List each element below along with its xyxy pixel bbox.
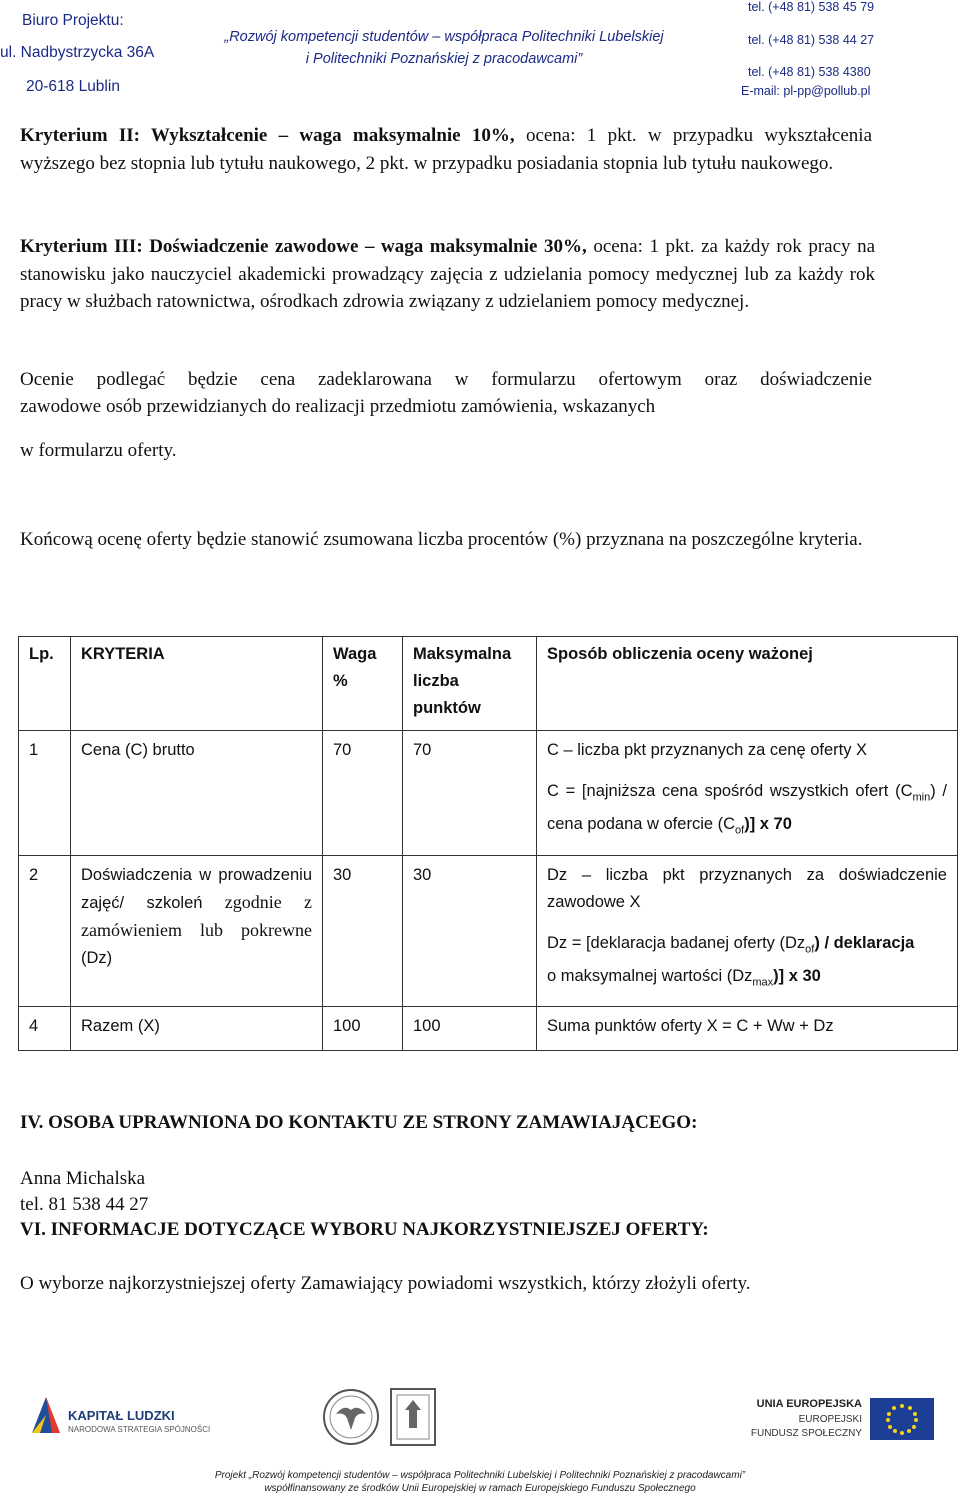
row1-formula-post: )] x 70 xyxy=(744,815,792,834)
office-street: ul. Nadbystrzycka 36A xyxy=(0,44,155,61)
row1-formula-sub1: min xyxy=(912,791,931,804)
table-row xyxy=(19,855,958,1007)
row2-lp: 2 xyxy=(19,855,71,1007)
eu-flag-icon xyxy=(870,1398,934,1440)
phone-2: tel. (+48 81) 538 44 27 xyxy=(748,33,875,47)
table-header-row xyxy=(19,637,958,731)
eu-sub-2: FUNDUSZ SPOŁECZNY xyxy=(750,1428,862,1439)
office-city: 20-618 Lublin xyxy=(26,78,120,95)
criterion-3-label: Kryterium III: Doświadczenie zawodowe – waga maksymalnie 30%, xyxy=(20,236,587,257)
row2-formula-line2-pre: o maksymalnej wartości (Dz xyxy=(547,966,753,985)
row2-formula-pre: Dz = [deklaracja badanej oferty (Dz xyxy=(547,933,806,952)
row1-formula-pre: C = [najniższa cena spośród wszystkich ofert (C xyxy=(547,782,913,800)
phone-1: tel. (+48 81) 538 45 79 xyxy=(748,0,875,14)
project-title-line1: „Rozwój kompetencji studentów – współpraca Politechniki Lubelskiej xyxy=(224,29,664,45)
table-row xyxy=(19,731,958,856)
selection-info: O wyborze najkorzystniejszej oferty Zamawiający powiadomi wszystkich, którzy złożyli oferty. xyxy=(20,1273,751,1294)
kapital-ludzki-logo xyxy=(30,1395,62,1440)
header-kryteria: KRYTERIA xyxy=(71,637,323,731)
header-lp: Lp. xyxy=(19,637,71,731)
criterion-2-label: Kryterium II: Wykształcenie – waga maksymalnie 10%, xyxy=(20,125,515,146)
final-assessment: Końcową ocenę oferty będzie stanowić zsumowana liczba procentów (%) przyznana na poszczególne kryteria. xyxy=(20,529,863,550)
row4-waga: 100 xyxy=(323,1007,403,1051)
row2-name-b: zgodnie z zamówieniem lub pokrewne xyxy=(81,891,312,940)
contact-phone: tel. 81 538 44 27 xyxy=(20,1194,149,1215)
row2-formula-mid: ) / deklaracja xyxy=(814,933,915,952)
row2-name xyxy=(71,855,323,1007)
row2-method xyxy=(537,855,958,1007)
letterhead xyxy=(0,0,960,122)
footer-funding-line: współfinansowany ze środków Unii Europejskiej w ramach Europejskiego Funduszu Społecznego xyxy=(264,1483,696,1494)
row1-desc: C – liczba pkt przyznanych za cenę oferty X xyxy=(547,741,868,759)
row2-formula-post: )] x 30 xyxy=(773,966,821,985)
row1-formula xyxy=(547,778,947,851)
kapital-ludzki-title: KAPITAŁ LUDZKI xyxy=(68,1408,175,1423)
kapital-ludzki-subtitle: NARODOWA STRATEGIA SPÓJNOŚCI xyxy=(68,1425,211,1434)
row2-formula-sub2: max xyxy=(752,976,774,989)
row2-waga: 30 xyxy=(323,855,403,1007)
row2-formula-sub1: of xyxy=(805,942,815,955)
row4-desc: Suma punktów oferty X = C + Ww + Dz xyxy=(537,1007,958,1051)
row2-max: 30 xyxy=(403,855,537,1007)
lublin-university-crest xyxy=(322,1388,380,1451)
eagle-crest-icon xyxy=(322,1388,380,1446)
eu-flag-logo xyxy=(870,1398,934,1445)
project-title-line2: i Politechniki Poznańskiej z pracodawcami” xyxy=(305,51,583,67)
kapital-ludzki-emblem xyxy=(30,1395,62,1435)
assessment-line-1: Ocenie podlegać będzie cena zadeklarowana w formularzu ofertowym oraz doświadczenie xyxy=(20,369,872,390)
row2-desc: Dz – liczba pkt przyznanych za doświadczenie zawodowe X xyxy=(547,865,947,911)
poznan-university-crest xyxy=(388,1386,438,1453)
shield-crest-icon xyxy=(388,1386,438,1448)
row1-waga: 70 xyxy=(323,731,403,856)
row2-formula-line2 xyxy=(547,963,947,1002)
row1-formula-mid: ) / cena podana w ofercie (C xyxy=(547,782,948,834)
row1-lp: 1 xyxy=(19,731,71,856)
row4-lp: 4 xyxy=(29,1017,39,1036)
eu-title: UNIA EUROPEJSKA xyxy=(756,1398,862,1410)
criterion-2-text: ocena: 1 pkt. w przypadku wykształcenia wyższego bez stopnia lub tytułu naukowego, 2 pkt. w przypadku posiadania stopnia lub tytułu naukowego. xyxy=(20,125,873,174)
row2-name-c: (Dz) xyxy=(81,948,113,967)
contact-name: Anna Michalska xyxy=(20,1168,146,1189)
row4-max: 100 xyxy=(403,1007,537,1051)
criteria-table xyxy=(18,636,958,1051)
eu-sub-1: EUROPEJSKI xyxy=(798,1414,862,1425)
row4-name: Razem (X) xyxy=(71,1007,323,1051)
criterion-3 xyxy=(20,233,875,316)
row1-formula-sub2: of xyxy=(735,824,745,837)
phone-3: tel. (+48 81) 538 4380 xyxy=(748,65,871,79)
criterion-2 xyxy=(20,122,872,177)
office-label: Biuro Projektu: xyxy=(22,12,124,29)
header-sposob: Sposób obliczenia oceny ważonej xyxy=(537,637,958,731)
project-title xyxy=(205,26,683,70)
selection-heading: VI. INFORMACJE DOTYCZĄCE WYBORU NAJKORZYSTNIEJSZEJ OFERTY: xyxy=(20,1219,709,1240)
footer-project-line: Projekt „Rozwój kompetencji studentów – współpraca Politechniki Lubelskiej i Politechniki Poznańskiej z pracodawcami” xyxy=(214,1470,746,1481)
row2-name-a: Doświadczenia w prowadzeniu zajęć/ szkoleń xyxy=(81,865,312,912)
header-max: Maksymalna liczba punktów xyxy=(403,637,537,731)
assessment-line-2: zawodowe osób przewidzianych do realizacji przedmiotu zamówienia, wskazanych xyxy=(20,396,656,417)
contact-heading: IV. OSOBA UPRAWNIONA DO KONTAKTU ZE STRONY ZAMAWIAJĄCEGO: xyxy=(20,1112,698,1133)
table-row xyxy=(19,1007,958,1051)
criterion-3-text: ocena: 1 pkt. za każdy rok pracy na stanowisku jako nauczyciel akademicki prowadzący zajęcia z udzielania pomocy medycznej lub za każdy rok pracy w służbach ratownictwa, ośrodkach zdrowia związany z udzielaniem pomocy medycznej. xyxy=(20,236,876,312)
row2-formula xyxy=(547,930,947,963)
row1-method xyxy=(537,731,958,856)
assessment-line-3: w formularzu oferty. xyxy=(20,440,177,461)
row1-name: Cena (C) brutto xyxy=(71,731,323,856)
header-waga: Waga % xyxy=(323,637,403,731)
row1-max: 70 xyxy=(403,731,537,856)
email: E-mail: pl-pp@pollub.pl xyxy=(741,84,871,98)
